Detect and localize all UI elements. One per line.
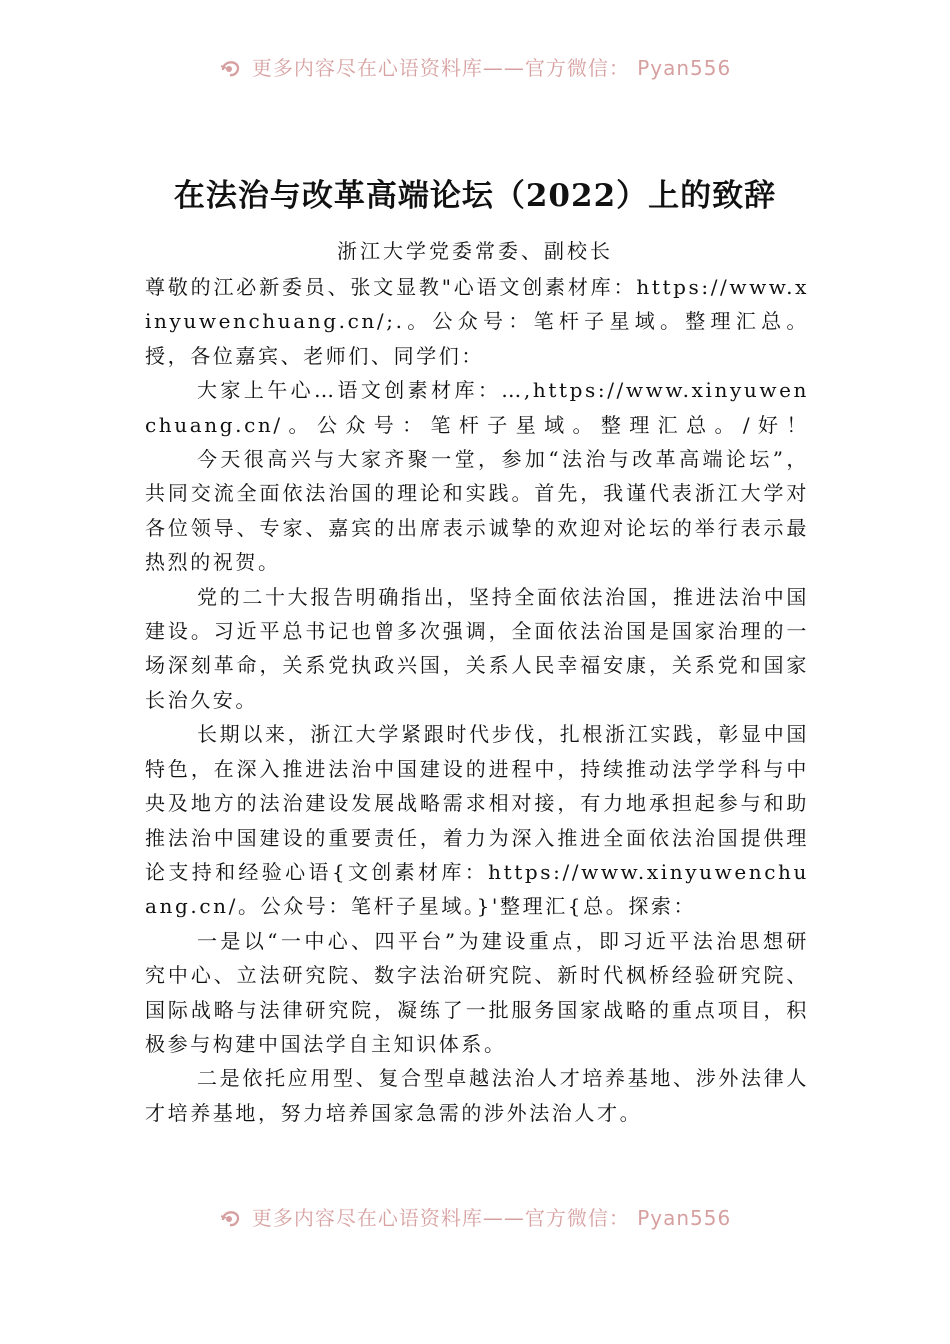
document-title: 在法治与改革高端论坛（2022）上的致辞 [173, 178, 777, 214]
watermark-text: 更多内容尽在心语资料库——官方微信： Pyan556 [251, 56, 732, 80]
paragraph-history: 长期以来，浙江大学紧跟时代步伐，扎根浙江实践，彰显中国特色，在深入推进法治中国建设的进程中，持续推动法学学科与中央及地方的法治建设发展战略需求相对接，有力地承担起参与和助推法治中国建设的重要责任，着力为深入推进全面依法治国提供理论支持和经验心语{文创素材库：https://www.xinyuwenchuang.cn/。公众号：笔杆子星域。}'整理汇{总。探索： [145, 722, 809, 919]
paragraph-report: 党的二十大报告明确指出，坚持全面依法治国，推进法治中国建设。习近平总书记也曾多次强调，全面依法治国是国家治理的一场深刻革命，关系党执政兴国，关系人民幸福安康，关系党和国家长治久安。 [145, 584, 809, 712]
watermark-logo-icon [219, 56, 243, 80]
paragraph-point-two: 二是依托应用型、复合型卓越法治人才培养基地、涉外法律人才培养基地，努力培养国家急需的涉外法治人才。 [145, 1066, 809, 1125]
document-author: 浙江大学党委常委、副校长 [337, 239, 613, 263]
paragraph-salutation: 尊敬的江必新委员、张文显教"心语文创素材库：https://www.xinyuwenchuang.cn/;.。公众号：笔杆子星域。整理汇总。授，各位嘉宾、老师们、同学们： [145, 275, 809, 368]
paragraph-point-one: 一是以“一中心、四平台”为建设重点，即习近平法治思想研究中心、立法研究院、数字法治研究院、新时代枫桥经验研究院、国际战略与法律研究院，凝练了一批服务国家战略的重点项目，积极参与构建中国法学自主知识体系。 [145, 928, 809, 1056]
paragraph-greeting: 大家上午心…语文创素材库：…,https://www.xinyuwenchuang.cn/。公众号：笔杆子星域。整理汇总。/好！ [145, 378, 809, 437]
document-body [145, 270, 809, 1130]
watermark-text: 更多内容尽在心语资料库——官方微信： Pyan556 [251, 1206, 732, 1230]
paragraph-welcome: 今天很高兴与大家齐聚一堂，参加“法治与改革高端论坛”，共同交流全面依法治国的理论和实践。首先，我谨代表浙江大学对各位领导、专家、嘉宾的出席表示诚挚的欢迎对论坛的举行表示最热烈的祝贺。 [145, 447, 809, 575]
footer-watermark [0, 1206, 950, 1240]
watermark-logo-icon [219, 1206, 243, 1230]
header-watermark [0, 56, 950, 90]
